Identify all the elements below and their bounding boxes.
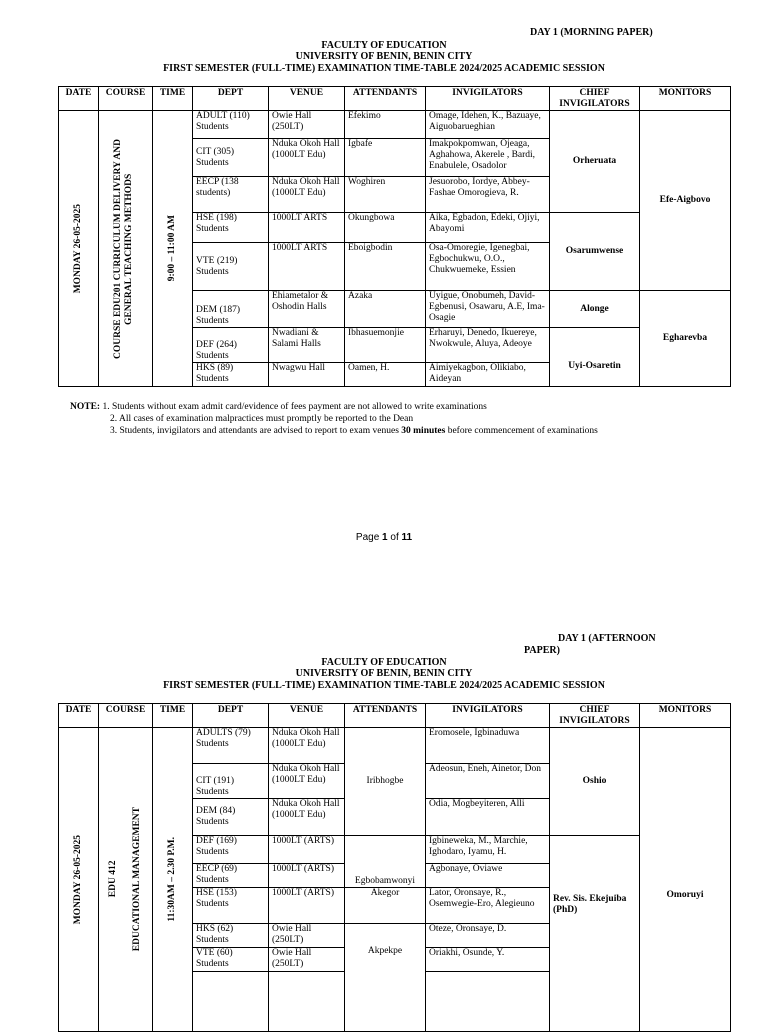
venue-cell: Nwagwu Hall [269,363,345,387]
venue-cell: Nduka Okoh Hall (1000LT Edu) [269,139,345,177]
venue-cell: 1000LT ARTS [269,213,345,243]
paper-tag-continued: PAPER) [524,645,560,656]
timetable-afternoon [58,703,731,1032]
col-monitors: MONITORS [640,87,731,111]
exam-date: MONDAY 26-05-2025 [73,834,83,925]
exam-time: 11:30AM – 2.30 P.M. [167,837,177,922]
invigilators-cell: Omage, Idehen, K., Bazuaye, Aiguobarueghian [426,111,550,139]
footer-of-label: of [387,532,402,543]
dept-cell: HKS (89) Students [193,363,269,387]
note-item: 1. Students without exam admit card/evidence of fees payment are not allowed to write examinations [102,402,487,412]
col-attendants: ATTENDANTS [345,704,426,728]
invigilators-cell: Oriakhi, Osunde, Y. [426,948,550,972]
col-time: TIME [153,704,193,728]
attendant-cell: Eboigbodin [345,243,426,291]
dept-cell: HKS (62) Students [193,924,269,948]
venue-cell: 1000LT (ARTS) [269,836,345,864]
col-date: DATE [59,87,99,111]
course-code: EDU 412 [107,861,118,898]
chief-invigilator: Rev. Sis. Ekejuiba (PhD) [550,836,640,1032]
monitor: Omoruyi [640,728,731,1032]
venue-cell: Nwadiani & Salami Halls [269,328,345,363]
dept-cell: DEF (169) Students [193,836,269,864]
faculty-title: FACULTY OF EDUCATION [321,657,447,668]
footer-page-label: Page [355,532,383,543]
dept-cell: HSE (153) Students [193,888,269,924]
venue-cell: 1000LT (ARTS) [269,888,345,924]
monitor: Egharevba [640,291,731,387]
invigilators-cell: Oteze, Oronsaye, D. [426,924,550,948]
col-date: DATE [59,704,99,728]
invigilators-cell: Lator, Oronsaye, R., Osemwegie-Ero, Alegieuno [426,888,550,924]
dept-cell-empty [193,972,269,1032]
paper-tag: DAY 1 (AFTERNOON [558,633,656,644]
invigilators-cell: Erharuyi, Denedo, Ikuereye, Nwokwule, Aluya, Adeoye [426,328,550,363]
col-course: COURSE [99,87,153,111]
venue-cell: Nduka Okoh Hall (1000LT Edu) [269,728,345,764]
monitor: Efe-Aigbovo [640,111,731,291]
venue-cell: Nduka Okoh Hall (1000LT Edu) [269,177,345,213]
venue-cell: Nduka Okoh Hall (1000LT Edu) [269,764,345,799]
invigilators-cell: Osa-Omoregie, Igenegbai, Egbochukwu, O.O., Chukwuemeke, Essien [426,243,550,291]
timetable-morning [58,86,731,387]
invigilators-cell: Uyigue, Onobumeh, David-Egbenusi, Osawaru, A.E, Ima-Osagie [426,291,550,328]
col-attendants: ATTENDANTS [345,87,426,111]
note-item-tail: before commencement of examinations [445,426,598,436]
col-monitors: MONITORS [640,704,731,728]
invigilators-cell: Imakpokpomwan, Ojeaga, Aghahowa, Akerele , Bardi, Enabulele, Osadolor [426,139,550,177]
dept-cell: ADULT (110) Students [193,111,269,139]
attendant-cell: Akegor [345,888,426,924]
dept-cell: ADULTS (79) Students [193,728,269,764]
invigilators-cell: Eromosele, Igbinaduwa [426,728,550,764]
invigilators-cell: Aimiyekagbon, Olikiabo, Aideyan [426,363,550,387]
course-title: COURSE EDU201 CURRICULUM DELIVERY AND GENERAL TEACHING METHODS [112,138,134,359]
col-time: TIME [153,87,193,111]
dept-cell: CIT (305) Students [193,139,269,177]
col-chief-invigilators: CHIEF INVIGILATORS [550,87,640,111]
note-item: 2. All cases of examination malpractices must promptly be reported to the Dean [110,414,414,424]
dept-cell: DEM (187) Students [193,291,269,328]
university-title: UNIVERSITY OF BENIN, BENIN CITY [295,51,473,62]
table-row [59,728,731,764]
note-emphasis: 30 minutes [401,426,446,436]
dept-cell: DEM (84) Students [193,799,269,836]
attendant-cell: Azaka [345,291,426,328]
chief-invigilator: Osarumwense [550,213,640,291]
timetable-title: FIRST SEMESTER (FULL-TIME) EXAMINATION TIME-TABLE 2024/2025 ACADEMIC SESSION [163,680,605,691]
venue-cell: Owie Hall (250LT) [269,948,345,972]
dept-cell: CIT (191) Students [193,764,269,799]
venue-cell-empty [269,972,345,1032]
venue-cell: 1000LT ARTS [269,243,345,291]
invigilators-cell: Agbonaye, Oviawe [426,864,550,888]
invigilators-cell-empty [426,972,550,1032]
timetable-title: FIRST SEMESTER (FULL-TIME) EXAMINATION TIME-TABLE 2024/2025 ACADEMIC SESSION [163,63,605,74]
note-label: NOTE: [70,402,101,412]
dept-cell: EECP (69) Students [193,864,269,888]
table-row [59,111,731,139]
dept-cell: EECP (138 students) [193,177,269,213]
invigilators-cell: Odia, Mogbeyiteren, Alli [426,799,550,836]
venue-cell: Ehiametalor & Oshodin Halls [269,291,345,328]
col-venue: VENUE [269,87,345,111]
page-footer [0,532,768,543]
paper-tag: DAY 1 (MORNING PAPER) [530,27,653,38]
exam-date: MONDAY 26-05-2025 [73,203,83,294]
chief-invigilator: Alonge [550,291,640,328]
col-course: COURSE [99,704,153,728]
col-chief-invigilators: CHIEF INVIGILATORS [550,704,640,728]
attendant-cell: Oamen, H. [345,363,426,387]
invigilators-cell: Jesuorobo, Iordye, Abbey-Fashae Omorogieva, R. [426,177,550,213]
chief-invigilator: Oshio [550,728,640,836]
footer-page-number: 1 [382,532,388,543]
attendant-cell: Egbobamwonyi [345,836,426,888]
col-invigilators: INVIGILATORS [426,704,550,728]
attendant-cell: Efekimo [345,111,426,139]
venue-cell: Owie Hall (250LT) [269,924,345,948]
venue-cell: 1000LT (ARTS) [269,864,345,888]
attendant-cell: Iribhogbe [345,728,426,836]
attendant-cell: Ibhasuemonjie [345,328,426,363]
invigilators-cell: Igbineweka, M., Marchie, Ighodaro, Iyamu, H. [426,836,550,864]
venue-cell: Owie Hall (250LT) [269,111,345,139]
venue-cell: Nduka Okoh Hall (1000LT Edu) [269,799,345,836]
invigilators-cell: Aika, Egbadon, Edeki, Ojiyi, Abayomi [426,213,550,243]
attendant-cell: Woghiren [345,177,426,213]
dept-cell: HSE (198) Students [193,213,269,243]
chief-invigilator: Uyi-Osaretin [550,328,640,387]
col-dept: DEPT [193,704,269,728]
faculty-title: FACULTY OF EDUCATION [321,40,447,51]
dept-cell: DEF (264) Students [193,328,269,363]
footer-page-total: 11 [401,532,413,543]
note-item: 3. Students, invigilators and attendants are advised to report to exam venues [110,426,402,436]
col-venue: VENUE [269,704,345,728]
attendant-cell: Okungbowa [345,213,426,243]
exam-time: 9:00 – 11:00 AM [167,215,177,282]
chief-invigilator: Orheruata [550,111,640,213]
col-invigilators: INVIGILATORS [426,87,550,111]
dept-cell: VTE (60) Students [193,948,269,972]
university-title: UNIVERSITY OF BENIN, BENIN CITY [295,668,473,679]
course-title: EDUCATIONAL MANAGEMENT [132,807,143,952]
invigilators-cell: Adeosun, Eneh, Ainetor, Don [426,764,550,799]
notes [70,401,598,437]
col-dept: DEPT [193,87,269,111]
dept-cell: VTE (219) Students [193,243,269,291]
attendant-cell: Akpekpe [345,924,426,1032]
attendant-cell: Igbafe [345,139,426,177]
